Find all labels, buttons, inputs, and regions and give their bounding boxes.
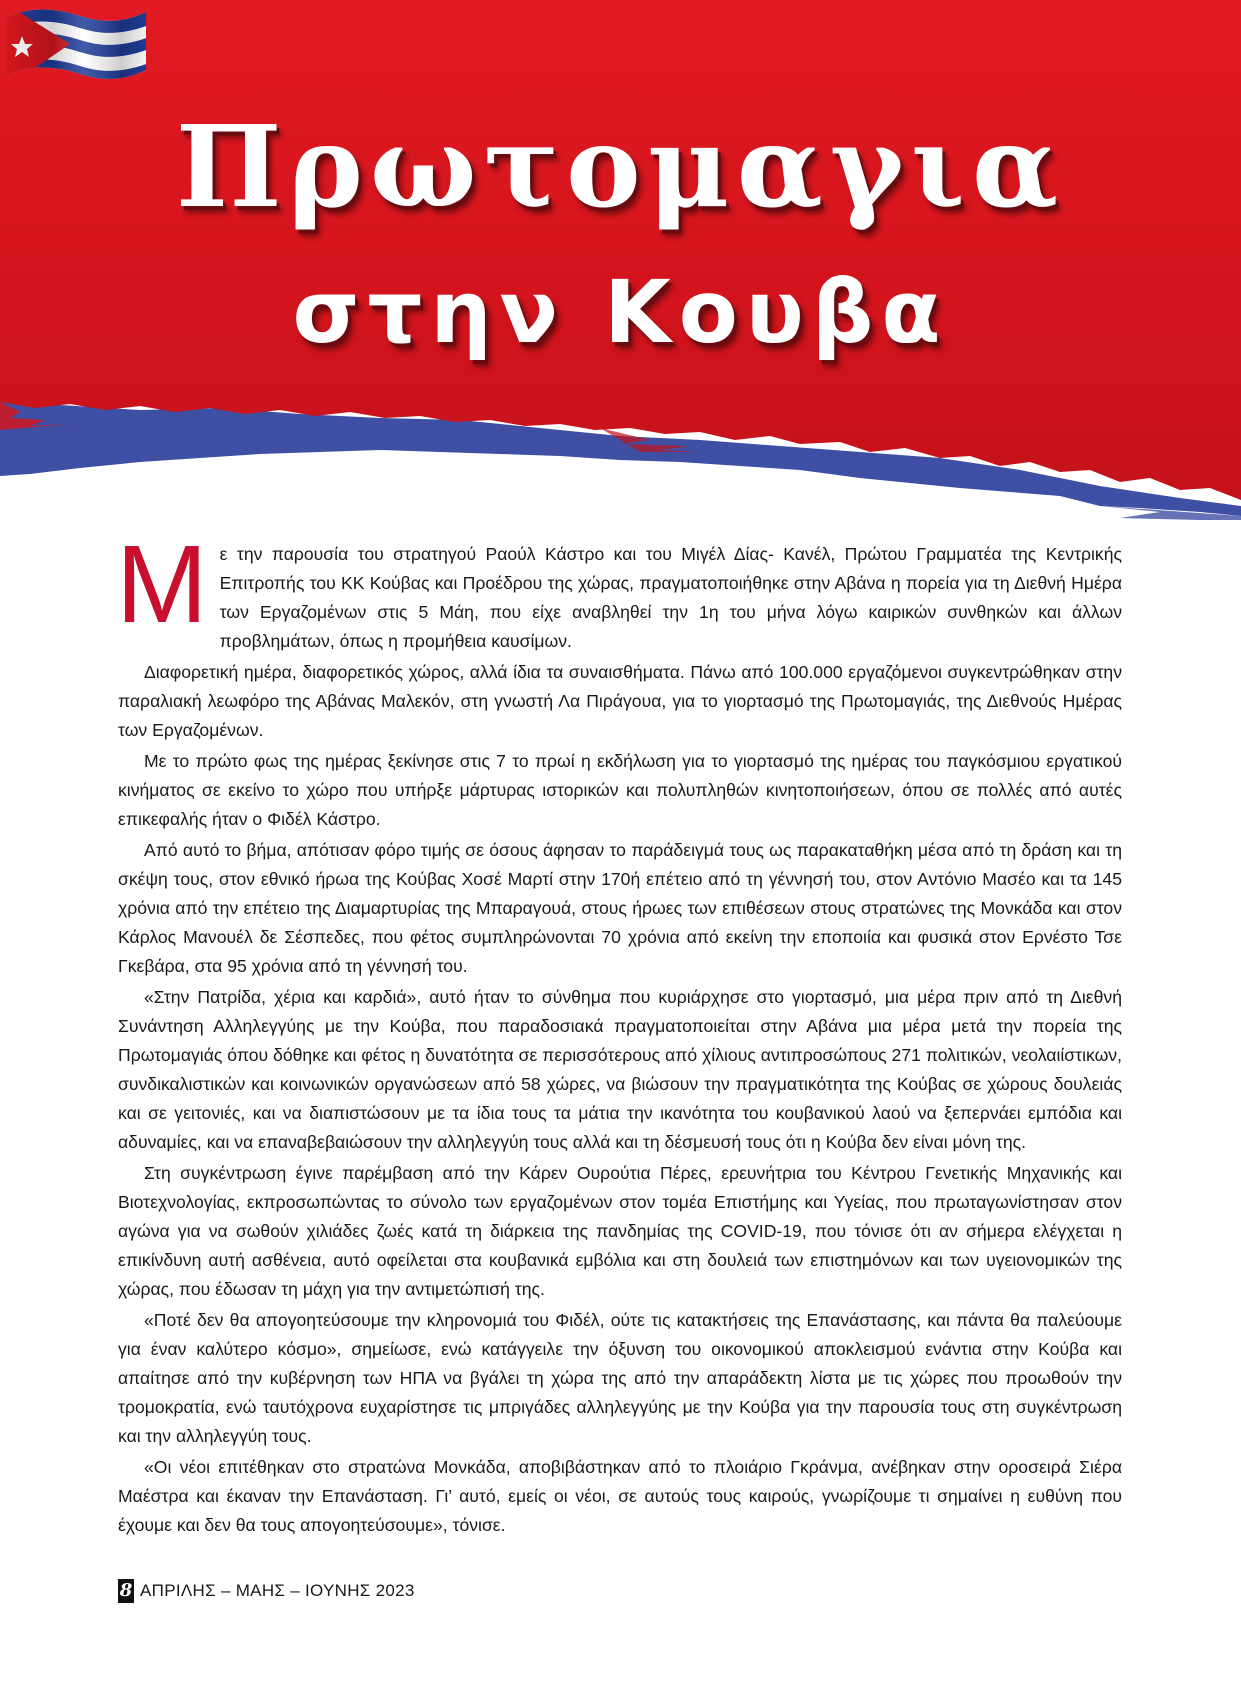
article-paragraph-7: «Ποτέ δεν θα απογοητεύσουμε την κληρονομιά του Φιδέλ, ούτε τις κατακτήσεις της Επανάστασης, και πάντα θα παλεύουμε για έναν καλύτερο κόσμο», σημείωσε, ενώ κατάγγειλε την όξυνση του οικονομικού αποκλεισμού ενάντια στην Κούβα και απαίτησε από την κυβέρνηση των ΗΠΑ να βγάλει τη χώρα της από την απαράδεκτη λίστα με τις χώρες που προωθούν την τρομοκρατία, ενώ ταυτόχρονα ευχαρίστησε τις μπριγάδες αλληλεγγύης με την Κούβα για την παρουσία τους στη συγκέντρωση και την αλληλεγγύη τους.: [118, 1310, 1122, 1446]
page-footer: [118, 1578, 415, 1604]
drop-cap: Μ: [116, 523, 208, 646]
header-banner: [0, 0, 1241, 520]
article-paragraph-3: Με το πρώτο φως της ημέρας ξεκίνησε στις 7 το πρωί η εκδήλωση για το γιορτασμό της ημέρας του παγκόσμιου εργατικού κινήματος σε εκείνο το χώρο που υπήρξε μάρτυρας ιστορικών και πολυπληθών κινητοποιήσεων, όπου σε πολλές από αυτές επικεφαλής ήταν ο Φιδέλ Κάστρο.: [118, 751, 1122, 829]
article-paragraph-2: Διαφορετική ημέρα, διαφορετικός χώρος, αλλά ίδια τα συναισθήματα. Πάνω από 100.000 εργαζόμενοι συγκεντρώθηκαν στην παραλιακή λεωφόρο της Αβάνας Μαλεκόν, στη γνωστή Λα Πιράγουα, για το γιορτασμό της Πρωτομαγιάς, της Διεθνούς Ημέρας των Εργαζομένων.: [118, 662, 1122, 740]
article-paragraph-4: Από αυτό το βήμα, απότισαν φόρο τιμής σε όσους άφησαν το παράδειγμά τους ως παρακαταθήκη μέσα από τη δράση και τη σκέψη τους, στον εθνικό ήρωα της Κούβας Χοσέ Μαρτί στην 170ή επέτειο από τη γέννησή του, στον Αντόνιο Μασέο και τα 145 χρόνια από την επέτειο της Διαμαρτυρίας της Μπαραγουά, στους ήρωες των επιθέσεων στους στρατώνες της Μονκάδα και στον Κάρλος Μανουέλ δε Σέσπεδες, που φέτος συμπληρώνονται 70 χρόνια από εκείνη την εποποιία και φυσικά στον Ερνέστο Τσε Γκεβάρα, στα 95 χρόνια από τη γέννησή του.: [118, 840, 1122, 976]
article-paragraph-1: Με την παρουσία του στρατηγού Ραούλ Κάστρο και του Μιγέλ Δίας- Κανέλ, Πρώτου Γραμματέα της Κεντρικής Επιτροπής του ΚΚ Κούβας και Προέδρου της χώρας, πραγματοποιήθηκε στην Αβάνα η πορεία για τη Διεθνή Ημέρα των Εργαζομένων στις 5 Μάη, που είχε αναβληθεί την 1η του μήνα λόγω καιρικών συνθηκών και άλλων προβλημάτων, όπως η προμήθεια καυσίμων.: [116, 523, 1122, 651]
cuban-flag-icon: [0, 0, 152, 88]
issue-date: ΑΠΡΙΛΗΣ – ΜΑΗΣ – ΙΟΥΝΗΣ 2023: [140, 1581, 415, 1600]
article-paragraph-8: «Οι νέοι επιτέθηκαν στο στρατώνα Μονκάδα, αποβιβάστηκαν από το πλοιάριο Γκράνμα, ανέβηκαν στην οροσειρά Σιέρα Μαέστρα και έκαναν την Επανάσταση. Γι’ αυτό, εμείς οι νέοι, σε αυτούς τους καιρούς, γνωρίζουμε τι σημαίνει η ευθύνη που έχουμε και δεν θα τους απογοητεύσουμε», τόνισε.: [118, 1457, 1122, 1535]
brush-stroke-background: [0, 0, 1241, 520]
article-body: [116, 523, 1122, 1542]
headline-line-2: στην Κουβα: [292, 263, 949, 363]
page-number: 8: [119, 1580, 133, 1601]
article-paragraph-5: «Στην Πατρίδα, χέρια και καρδιά», αυτό ήταν το σύνθημα που κυριάρχησε στο γιορτασμό, μια μέρα πριν από τη Διεθνή Συνάντηση Αλληλεγγύης με την Κούβα, που παραδοσιακά πραγματοποιείται στην Αβάνα μια μέρα μετά την πορεία της Πρωτομαγιάς όπου δόθηκε και φέτος η δυνατότητα σε περισσότερους από χίλιους αντιπροσώπους 271 πολιτικών, νεολαιίστικων, συνδικαλιστικών και κοινωνικών οργανώσεων από 58 χώρες, να βιώσουν την πραγματικότητα της Κούβας σε χώρους δουλειάς και σε γειτονιές, και να διαπιστώσουν με τα ίδια τους τα μάτια την ικανότητα του κουβανικού λαού να ξεπερνάει εμπόδια και αδυναμίες, και να επαναβεβαιώσουν την αλληλεγγύη τους αλλά και τη δέσμευσή τους ότι η Κούβα δεν είναι μόνη της.: [118, 987, 1122, 1152]
headline-line-1: Πρωτομαγια: [175, 102, 1066, 233]
article-paragraph-6: Στη συγκέντρωση έγινε παρέμβαση από την Κάρεν Ουρούτια Πέρες, ερευνήτρια του Κέντρου Γενετικής Μηχανικής και Βιοτεχνολογίας, εκπροσωπώντας το σύνολο των εργαζομένων στον τομέα Επιστήμης και Υγείας, που πρωταγωνίστησαν στον αγώνα για να σωθούν χιλιάδες ζωές κατά τη διάρκεια της πανδημίας της COVID-19, που τόνισε ότι αν σήμερα ελέγχεται η επικίνδυνη αυτή ασθένεια, αυτό οφείλεται στα κουβανικά εμβόλια και στη δουλειά των επιστημόνων και των υγειονομικών της χώρας, που έδωσαν τη μάχη για την αντιμετώπισή της.: [118, 1163, 1122, 1299]
